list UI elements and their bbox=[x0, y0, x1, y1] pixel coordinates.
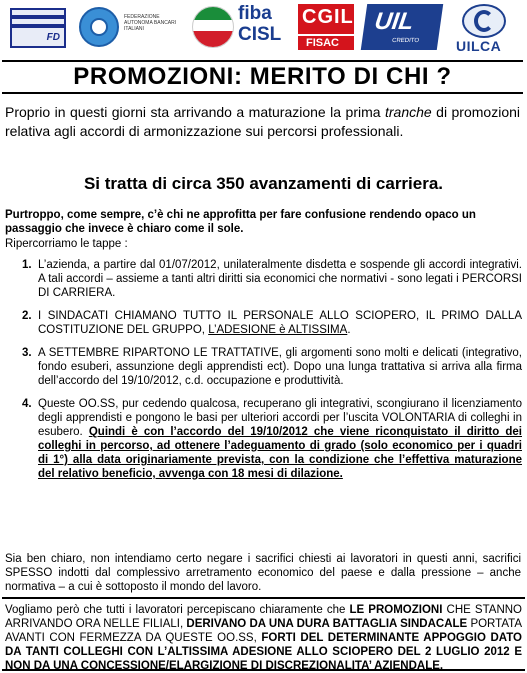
final-bold-3: FORTI DEL DETERMINANTE APPOGGIO DATO DA TANTI COLLEGHI CON L’ALTISSIMA ADESIONE ALLO SCIOPERO DEL 2 LUGLIO 2012 E bbox=[5, 632, 523, 658]
final-bold-underlined: NON DA UNA CONCESSIONE/ELARGIZIONE DI DISCREZIONALITA’ AZIENDALE. bbox=[5, 660, 444, 672]
intro-text: Proprio in questi giorni sta arrivando a maturazione la prima bbox=[5, 104, 385, 120]
highlight-heading: Si tratta di circa 350 avanzamenti di carriera. bbox=[83, 174, 444, 193]
step-number: 4. bbox=[22, 398, 32, 410]
step-item bbox=[22, 397, 522, 481]
step-text: I SINDACATI CHIAMANO TUTTO IL PERSONALE ALLO SCIOPERO, IL PRIMO DALLA COSTITUZIONE DEL GRUPPO, bbox=[38, 310, 522, 336]
final-bold-1: LE PROMOZIONI bbox=[349, 604, 443, 616]
steps-list bbox=[22, 258, 522, 490]
federation-round-logo bbox=[76, 4, 122, 52]
intro-italic: tranche bbox=[385, 104, 432, 120]
bold-subheading: Purtroppo, come sempre, c’è chi ne approfitta per fare confusione rendendo opaco un passaggio che invece è chiaro come il sole. bbox=[5, 209, 476, 235]
cisl-text: CISL bbox=[238, 24, 282, 45]
fisac-text: FISAC bbox=[306, 37, 339, 49]
cgil-text: CGIL bbox=[302, 6, 354, 28]
uilca-text: UILCA bbox=[456, 38, 502, 54]
closing-paragraph: Sia ben chiaro, non intendiamo certo negare i sacrifici chiesti ai lavoratori in questi anni, sacrifici SPESSO indotti dal complessivo arretramento economico del paese e dalla pressione – anche normativa – a cui è sottoposto il mondo del lavoro. bbox=[5, 553, 521, 593]
step-text: A SETTEMBRE RIPARTONO LE TRATTATIVE, gli argomenti sono molti e delicati (integrativo, fondo esuberi, assunzione degli apprendisti ect). Dopo una lunga trattativa si arriva alla firma dell’accordo del 19/10/2012, c.d. occupazione e produttività. bbox=[38, 347, 522, 387]
step-number: 1. bbox=[22, 259, 32, 271]
recap-label: Ripercorriamo le tappe : bbox=[5, 238, 128, 250]
uilca-logo bbox=[452, 4, 518, 52]
page-title: PROMOZIONI: MERITO DI CHI ? bbox=[73, 63, 452, 90]
step-text-end: . bbox=[347, 324, 351, 336]
step-bold-underlined-text: Quindi è con l’accordo del 19/10/2012 che viene riconquistato il diritto dei colleghi in percorso, ad ottenere l’adeguamento di grado (solo economico per i quadri di 1°) alla data originariamente prevista, con la condizione che l’effettiva maturazione del relativo beneficio, avvenga con 18 mesi di dilazione. bbox=[38, 426, 522, 480]
fabi-logo bbox=[10, 4, 66, 52]
step-number: 2. bbox=[22, 310, 32, 322]
step-item bbox=[22, 309, 522, 337]
final-statement-box bbox=[2, 597, 525, 671]
logo-bar bbox=[0, 0, 527, 58]
fabi-fd-text: FD bbox=[46, 32, 60, 43]
step-text: Queste OO.SS, pur cedendo qualcosa, recuperano gli integrativi, scongiurano il licenziamento degli apprendisti e pongono le basi per ulteriori accordi per l’uscita VOLONTARIA di colleghi in esubero. bbox=[38, 398, 522, 438]
final-text-1: Vogliamo però che tutti i lavoratori percepiscano chiaramente che bbox=[5, 604, 350, 616]
fiba-cisl-logo bbox=[192, 4, 288, 52]
cgil-fisac-logo bbox=[298, 4, 354, 52]
intro-text-rest: di promozioni relativa agli accordi di armonizzazione sui percorsi professionali. bbox=[5, 104, 520, 139]
uil-credito-logo bbox=[364, 4, 440, 52]
uil-text: UIL bbox=[372, 8, 416, 35]
final-bold-2: DERIVANO DA UNA DURA BATTAGLIA SINDACALE bbox=[186, 618, 468, 630]
step-item bbox=[22, 258, 522, 300]
final-text-3: PORTATA AVANTI CON FERMEZZA DA QUESTE OO.SS, bbox=[5, 618, 522, 644]
fiba-text: fiba bbox=[238, 3, 272, 24]
uil-credito-text: CREDITO bbox=[391, 38, 420, 44]
step-item bbox=[22, 346, 522, 388]
intro-paragraph bbox=[5, 103, 520, 141]
step-underlined-text: L’ADESIONE è ALTISSIMA bbox=[208, 324, 348, 336]
federation-logo-text: FEDERAZIONE AUTONOMA BANCARI ITALIANI bbox=[124, 14, 177, 32]
final-text-2: CHE STANNO ARRIVANDO ORA NELLE FILIALI, bbox=[5, 604, 522, 630]
step-number: 3. bbox=[22, 347, 32, 359]
title-box bbox=[2, 60, 523, 94]
step-text: L’azienda, a partire dal 01/07/2012, unilateralmente disdetta e sospende gli accordi integrativi. A tali accordi – assieme a tanti altri diritti sia economici che normativi - sono legati i PERCORSI DI CARRIERA. bbox=[38, 259, 522, 299]
